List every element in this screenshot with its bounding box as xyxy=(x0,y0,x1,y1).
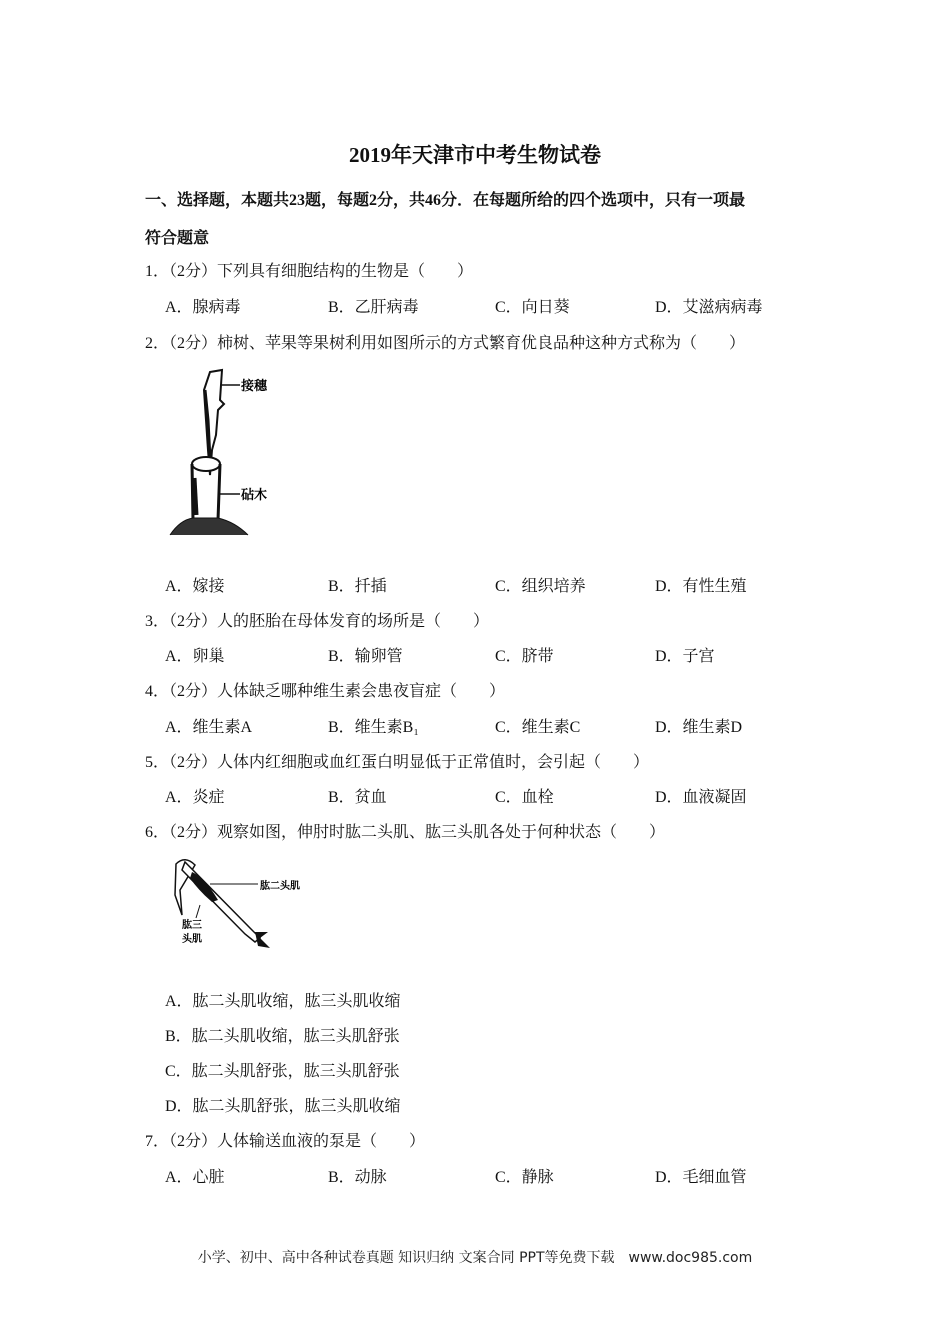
option: C．向日葵 xyxy=(495,299,570,316)
option: B．乙肝病毒 xyxy=(328,299,419,316)
section-heading: 一、选择题，本题共23题，每题2分，共46分．在每题所给的四个选项中，只有一项最 xyxy=(145,192,746,209)
option: D．维生素D xyxy=(655,719,743,736)
question-1: 1．（2分）下列具有细胞结构的生物是（ ） xyxy=(145,263,474,280)
option: C．静脉 xyxy=(495,1169,554,1186)
option: D．有性生殖 xyxy=(655,578,747,595)
option: B．维生素B₁ xyxy=(328,719,419,736)
option: C．维生素C xyxy=(495,719,581,736)
page-title: 2019年天津市中考生物试卷 xyxy=(349,143,601,167)
option: A．心脏 xyxy=(165,1169,225,1186)
figure-label-scion: 接穗 xyxy=(241,379,268,394)
option: B．动脉 xyxy=(328,1169,387,1186)
option: A．肱二头肌收缩，肱三头肌收缩 xyxy=(165,993,401,1010)
option: A．炎症 xyxy=(165,789,225,806)
option: A．腺病毒 xyxy=(165,299,241,316)
option: D．子宫 xyxy=(655,648,715,665)
question-2: 2．（2分）柿树、苹果等果树利用如图所示的方式繁育优良品种这种方式称为（ ） xyxy=(145,335,746,352)
option: B．输卵管 xyxy=(328,648,403,665)
option: A．维生素A xyxy=(165,719,253,736)
option: A．卵巢 xyxy=(165,648,225,665)
option: D．肱二头肌舒张，肱三头肌收缩 xyxy=(165,1098,401,1115)
question-7: 7．（2分）人体输送血液的泵是（ ） xyxy=(145,1133,426,1150)
option: C．组织培养 xyxy=(495,578,586,595)
option: D．毛细血管 xyxy=(655,1169,747,1186)
question-6: 6．（2分）观察如图，伸肘时肱二头肌、肱三头肌各处于何种状态（ ） xyxy=(145,824,666,841)
arm-muscle-figure xyxy=(160,850,320,960)
grafting-figure xyxy=(160,360,300,540)
footer-ad-text: 小学、初中、高中各种试卷真题 知识归纳 文案合同 PPT等免费下载 www.doc985.com xyxy=(197,1250,753,1266)
figure-label-triceps-1: 肱三 xyxy=(182,920,202,931)
option: D．艾滋病病毒 xyxy=(655,299,763,316)
figure-label-rootstock: 砧木 xyxy=(241,488,268,503)
option: B．扦插 xyxy=(328,578,387,595)
section-heading-cont: 符合题意 xyxy=(145,230,210,247)
option: B．肱二头肌收缩，肱三头肌舒张 xyxy=(165,1028,400,1045)
question-3: 3．（2分）人的胚胎在母体发育的场所是（ ） xyxy=(145,613,490,630)
option: A．嫁接 xyxy=(165,578,225,595)
option: D．血液凝固 xyxy=(655,789,747,806)
figure-label-triceps-2: 头肌 xyxy=(182,934,202,945)
option: B．贫血 xyxy=(328,789,387,806)
option: C．脐带 xyxy=(495,648,554,665)
question-5: 5．（2分）人体内红细胞或血红蛋白明显低于正常值时，会引起（ ） xyxy=(145,754,650,771)
option: C．肱二头肌舒张，肱三头肌舒张 xyxy=(165,1063,400,1080)
figure-label-biceps: 肱二头肌 xyxy=(260,881,300,892)
option: C．血栓 xyxy=(495,789,554,806)
question-4: 4．（2分）人体缺乏哪种维生素会患夜盲症（ ） xyxy=(145,683,506,700)
